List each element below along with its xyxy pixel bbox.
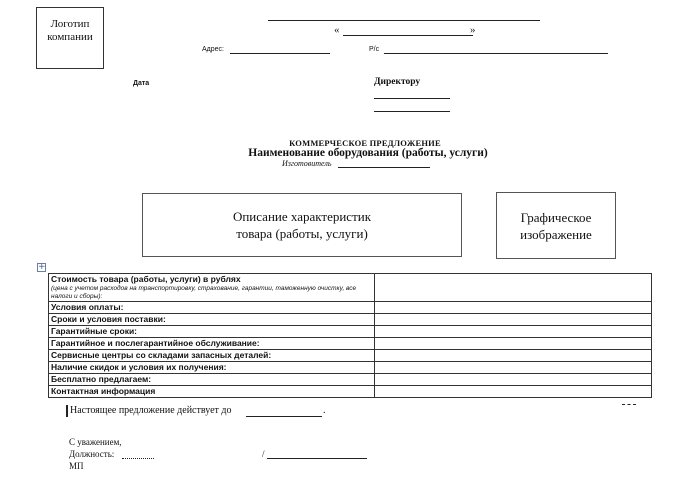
account-label: Р/с: [369, 46, 380, 53]
quote-close: »: [470, 24, 476, 36]
row-label: Сервисные центры со складами запасных деталей:: [49, 350, 375, 362]
manufacturer-line: [338, 167, 430, 168]
table-row: [49, 302, 652, 314]
equipment-name: Наименование оборудования (работы, услуги): [248, 147, 488, 159]
row-note: (цена с учетом расходов на транспортировку, страхование, гарантии, таможенную очистку, все налоги и сборы):: [51, 285, 357, 300]
validity-text: Настоящее предложение действует до: [70, 405, 232, 416]
company-name-line: [268, 20, 540, 21]
row-value-cell[interactable]: [375, 338, 652, 350]
company-logo-placeholder: [36, 7, 104, 69]
proposal-title: КОММЕРЧЕСКОЕ ПРЕДЛОЖЕНИЕ: [289, 138, 441, 148]
page-edge-mark: [622, 404, 636, 405]
row-label: Контактная информация: [49, 386, 375, 398]
account-line: [384, 53, 608, 54]
quote-open: «: [334, 24, 340, 36]
signature-line: [267, 458, 367, 459]
row-label: Условия оплаты:: [49, 302, 375, 314]
stamp-label: МП: [69, 461, 84, 471]
spec-table: [48, 273, 652, 398]
text-cursor: [66, 405, 68, 417]
position-label: Должность:: [69, 449, 115, 459]
table-row: [49, 350, 652, 362]
row-value-cell[interactable]: [375, 374, 652, 386]
row-value-cell[interactable]: [375, 350, 652, 362]
row-label: Наличие скидок и условия их получения:: [49, 362, 375, 374]
manufacturer-label: Изготовитель: [282, 159, 332, 168]
row-value-cell[interactable]: [375, 274, 652, 302]
director-line-2: [374, 111, 450, 112]
description-box: [142, 193, 462, 257]
quote-line: [343, 35, 473, 36]
row-value-cell[interactable]: [375, 326, 652, 338]
regards-text: С уважением,: [69, 437, 122, 447]
signature-slash: /: [262, 449, 265, 459]
table-row: [49, 314, 652, 326]
row-label: Бесплатно предлагаем:: [49, 374, 375, 386]
table-row: [49, 338, 652, 350]
validity-date-line: [246, 416, 322, 417]
row-label: Сроки и условия поставки:: [49, 314, 375, 326]
table-row: [49, 274, 652, 302]
row-value-cell[interactable]: [375, 302, 652, 314]
row-label-text: Стоимость товара (работы, услуги) в рублях: [51, 274, 241, 284]
image-box: [496, 192, 616, 259]
table-row: [49, 374, 652, 386]
address-line: [230, 53, 330, 54]
validity-end: .: [323, 405, 326, 416]
table-row: [49, 326, 652, 338]
row-value-cell[interactable]: [375, 314, 652, 326]
row-label: Гарантийное и послегарантийное обслуживание:: [49, 338, 375, 350]
description-text: Описание характеристик товара (работы, услуги): [232, 209, 372, 241]
row-label: [49, 274, 375, 302]
row-value-cell[interactable]: [375, 362, 652, 374]
director-label: Директору: [374, 77, 421, 87]
date-label: Дата: [133, 80, 150, 87]
director-line-1: [374, 98, 450, 99]
position-line: [122, 458, 154, 459]
table-row: [49, 362, 652, 374]
image-text: Графическое изображение: [520, 209, 592, 242]
logo-text: Логотип компании: [47, 18, 93, 43]
row-value-cell[interactable]: [375, 386, 652, 398]
table-move-handle-icon[interactable]: +: [38, 262, 46, 272]
row-label: Гарантийные сроки:: [49, 326, 375, 338]
address-label: Адрес:: [202, 46, 224, 53]
table-row: [49, 386, 652, 398]
